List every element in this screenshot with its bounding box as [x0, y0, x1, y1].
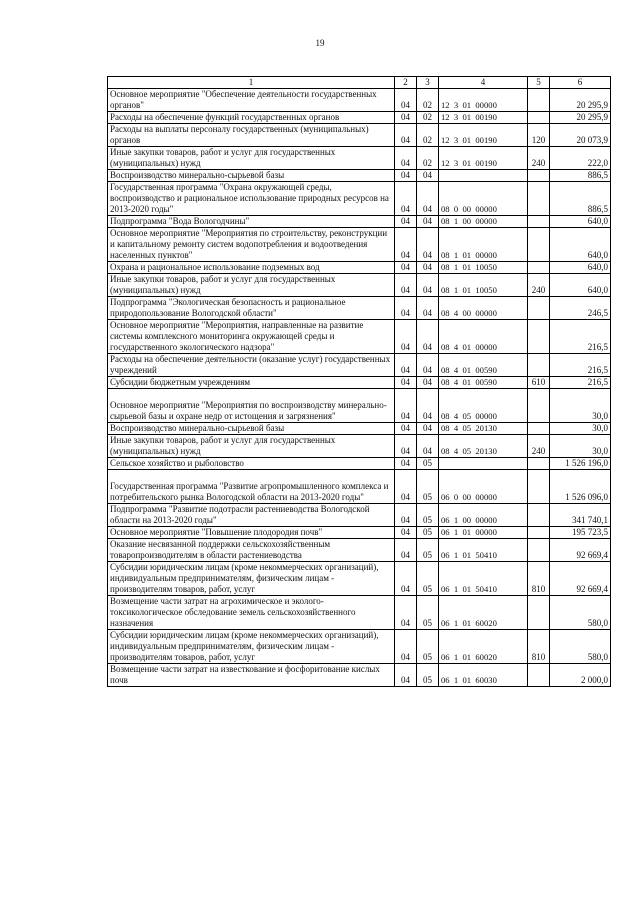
amount-cell: 580,0: [550, 630, 611, 664]
subsection-code-cell: 04: [417, 423, 439, 435]
section-code-cell: 04: [395, 112, 417, 124]
subsection-code-cell: 04: [417, 354, 439, 377]
expense-type-cell: [528, 423, 550, 435]
expense-type-cell: 610: [528, 377, 550, 389]
row-name-cell: Иные закупки товаров, работ и услуг для государственных (муниципальных) нужд: [108, 274, 395, 297]
table-row: [108, 274, 611, 297]
target-article-cell: 06 0 00 00000: [439, 470, 528, 504]
column-header: 3: [417, 77, 439, 89]
table-row: [108, 262, 611, 274]
subsection-code-cell: 04: [417, 228, 439, 262]
amount-cell: 30,0: [550, 423, 611, 435]
subsection-code-cell: 04: [417, 377, 439, 389]
amount-cell: 216,5: [550, 377, 611, 389]
amount-cell: 1 526 096,0: [550, 470, 611, 504]
target-article-cell: 08 4 00 00000: [439, 297, 528, 320]
table-row: [108, 170, 611, 182]
amount-cell: 341 740,1: [550, 504, 611, 527]
section-code-cell: 04: [395, 527, 417, 539]
subsection-code-cell: 05: [417, 527, 439, 539]
subsection-code-cell: 05: [417, 562, 439, 596]
expense-type-cell: [528, 182, 550, 216]
expense-type-cell: [528, 216, 550, 228]
table-row: [108, 527, 611, 539]
table-row: [108, 354, 611, 377]
expense-type-cell: [528, 112, 550, 124]
target-article-cell: 06 1 01 00000: [439, 527, 528, 539]
table-row: [108, 539, 611, 562]
subsection-code-cell: 04: [417, 297, 439, 320]
expense-type-cell: [528, 458, 550, 470]
row-name-cell: Субсидии юридическим лицам (кроме некоммерческих организаций), индивидуальным предпринимателям, физическим лицам - производителям товаров, работ, услуг: [108, 630, 395, 664]
section-code-cell: 04: [395, 539, 417, 562]
expense-type-cell: [528, 297, 550, 320]
table-row: [108, 470, 611, 504]
expense-type-cell: [528, 664, 550, 687]
amount-cell: 1 526 196,0: [550, 458, 611, 470]
table-row: [108, 124, 611, 147]
table-row: [108, 320, 611, 354]
section-code-cell: 04: [395, 182, 417, 216]
section-code-cell: 04: [395, 170, 417, 182]
target-article-cell: [439, 458, 528, 470]
amount-cell: 246,5: [550, 297, 611, 320]
table-row: [108, 216, 611, 228]
section-code-cell: 04: [395, 377, 417, 389]
target-article-cell: 08 4 05 20130: [439, 423, 528, 435]
expense-type-cell: [528, 262, 550, 274]
amount-cell: 30,0: [550, 435, 611, 458]
budget-table: [107, 76, 611, 687]
expense-type-cell: [528, 170, 550, 182]
section-code-cell: 04: [395, 389, 417, 423]
section-code-cell: 04: [395, 630, 417, 664]
section-code-cell: 04: [395, 423, 417, 435]
section-code-cell: 04: [395, 320, 417, 354]
subsection-code-cell: 04: [417, 389, 439, 423]
section-code-cell: 04: [395, 596, 417, 630]
subsection-code-cell: 04: [417, 435, 439, 458]
row-name-cell: Государственная программа "Охрана окружающей среды, воспроизводство и рациональное использование природных ресурсов на 2013-2020 годы": [108, 182, 395, 216]
row-name-cell: Основное мероприятие "Повышение плодородия почв": [108, 527, 395, 539]
section-code-cell: 04: [395, 228, 417, 262]
subsection-code-cell: 02: [417, 124, 439, 147]
row-name-cell: Расходы на обеспечение деятельности (оказание услуг) государственных учреждений: [108, 354, 395, 377]
section-code-cell: 04: [395, 435, 417, 458]
row-name-cell: Основное мероприятие "Обеспечение деятельности государственных органов": [108, 89, 395, 112]
amount-cell: 222,0: [550, 147, 611, 170]
row-name-cell: Основное мероприятие "Мероприятия, направленные на развитие системы комплексного мониторинга окружающей среды и государственного экологического надзора": [108, 320, 395, 354]
expense-type-cell: [528, 470, 550, 504]
amount-cell: 640,0: [550, 262, 611, 274]
amount-cell: 30,0: [550, 389, 611, 423]
target-article-cell: 12 3 01 00000: [439, 89, 528, 112]
target-article-cell: 12 3 01 00190: [439, 112, 528, 124]
subsection-code-cell: 04: [417, 170, 439, 182]
subsection-code-cell: 05: [417, 539, 439, 562]
row-name-cell: Расходы на обеспечение функций государственных органов: [108, 112, 395, 124]
expense-type-cell: [528, 596, 550, 630]
expense-type-cell: 810: [528, 562, 550, 596]
section-code-cell: 04: [395, 297, 417, 320]
subsection-code-cell: 04: [417, 262, 439, 274]
table-row: [108, 435, 611, 458]
section-code-cell: 04: [395, 504, 417, 527]
target-article-cell: 08 1 00 00000: [439, 216, 528, 228]
amount-cell: 640,0: [550, 274, 611, 297]
section-code-cell: 04: [395, 262, 417, 274]
row-name-cell: Подпрограмма "Развитие подотрасли растениеводства Вологодской области на 2013-2020 годы": [108, 504, 395, 527]
row-name-cell: Расходы на выплаты персоналу государственных (муниципальных) органов: [108, 124, 395, 147]
column-header: 4: [439, 77, 528, 89]
table-row: [108, 504, 611, 527]
amount-cell: 580,0: [550, 596, 611, 630]
expense-type-cell: [528, 320, 550, 354]
row-name-cell: Оказание несвязанной поддержки сельскохозяйственным товаропроизводителям в области растениеводства: [108, 539, 395, 562]
section-code-cell: 04: [395, 89, 417, 112]
target-article-cell: 08 4 05 20130: [439, 435, 528, 458]
subsection-code-cell: 02: [417, 112, 439, 124]
target-article-cell: 08 1 01 10050: [439, 274, 528, 297]
table-row: [108, 228, 611, 262]
row-name-cell: Государственная программа "Развитие агропромышленного комплекса и потребительского рынка Вологодской области на 2013-2020 годы": [108, 470, 395, 504]
row-name-cell: Подпрограмма "Экологическая безопасность и рациональное природопользование Вологодской области": [108, 297, 395, 320]
section-code-cell: 04: [395, 470, 417, 504]
table-row: [108, 377, 611, 389]
amount-cell: 640,0: [550, 228, 611, 262]
amount-cell: 20 295,9: [550, 89, 611, 112]
target-article-cell: 12 3 01 00190: [439, 124, 528, 147]
expense-type-cell: [528, 527, 550, 539]
amount-cell: 886,5: [550, 170, 611, 182]
expense-type-cell: 120: [528, 124, 550, 147]
amount-cell: 216,5: [550, 354, 611, 377]
subsection-code-cell: 05: [417, 664, 439, 687]
subsection-code-cell: 05: [417, 630, 439, 664]
table-row: [108, 458, 611, 470]
target-article-cell: 08 4 05 00000: [439, 389, 528, 423]
page-number: 19: [315, 38, 325, 48]
column-number-row: [108, 77, 611, 89]
amount-cell: 886,5: [550, 182, 611, 216]
target-article-cell: 08 4 01 00590: [439, 377, 528, 389]
target-article-cell: 06 1 01 60020: [439, 596, 528, 630]
target-article-cell: 08 0 00 00000: [439, 182, 528, 216]
expense-type-cell: [528, 354, 550, 377]
row-name-cell: Сельское хозяйство и рыболовство: [108, 458, 395, 470]
subsection-code-cell: 04: [417, 216, 439, 228]
row-name-cell: Иные закупки товаров, работ и услуг для государственных (муниципальных) нужд: [108, 435, 395, 458]
expense-type-cell: 240: [528, 274, 550, 297]
section-code-cell: 04: [395, 664, 417, 687]
subsection-code-cell: 05: [417, 504, 439, 527]
column-header: 2: [395, 77, 417, 89]
expense-type-cell: [528, 504, 550, 527]
table-row: [108, 630, 611, 664]
subsection-code-cell: 05: [417, 470, 439, 504]
target-article-cell: 08 4 01 00590: [439, 354, 528, 377]
table-row: [108, 147, 611, 170]
target-article-cell: 06 1 01 50410: [439, 539, 528, 562]
column-header: 1: [108, 77, 395, 89]
amount-cell: 2 000,0: [550, 664, 611, 687]
row-name-cell: Подпрограмма "Вода Вологодчины": [108, 216, 395, 228]
amount-cell: 92 669,4: [550, 539, 611, 562]
target-article-cell: 08 4 01 00000: [439, 320, 528, 354]
row-name-cell: Возмещение части затрат на агрохимическое и эколого-токсикологическое обследование земель сельскохозяйственного назначения: [108, 596, 395, 630]
table-row: [108, 596, 611, 630]
amount-cell: 195 723,5: [550, 527, 611, 539]
amount-cell: 20 073,9: [550, 124, 611, 147]
section-code-cell: 04: [395, 216, 417, 228]
target-article-cell: 08 1 01 00000: [439, 228, 528, 262]
section-code-cell: 04: [395, 124, 417, 147]
amount-cell: 640,0: [550, 216, 611, 228]
table-row: [108, 423, 611, 435]
table-row: [108, 297, 611, 320]
target-article-cell: [439, 170, 528, 182]
target-article-cell: 08 1 01 10050: [439, 262, 528, 274]
row-name-cell: Субсидии бюджетным учреждениям: [108, 377, 395, 389]
expense-type-cell: 810: [528, 630, 550, 664]
row-name-cell: Основное мероприятие "Мероприятия по строительству, реконструкции и капитальному ремонту систем водопотребления и водоотведения населенных пунктов": [108, 228, 395, 262]
column-header: 5: [528, 77, 550, 89]
subsection-code-cell: 05: [417, 458, 439, 470]
target-article-cell: 06 1 00 00000: [439, 504, 528, 527]
target-article-cell: 06 1 01 50410: [439, 562, 528, 596]
expense-type-cell: 240: [528, 435, 550, 458]
section-code-cell: 04: [395, 562, 417, 596]
row-name-cell: Иные закупки товаров, работ и услуг для государственных (муниципальных) нужд: [108, 147, 395, 170]
subsection-code-cell: 04: [417, 182, 439, 216]
row-name-cell: Воспроизводство минерально-сырьевой базы: [108, 423, 395, 435]
expense-type-cell: 240: [528, 147, 550, 170]
table-row: [108, 112, 611, 124]
amount-cell: 92 669,4: [550, 562, 611, 596]
expense-type-cell: [528, 539, 550, 562]
row-name-cell: Охрана и рациональное использование подземных вод: [108, 262, 395, 274]
amount-cell: 216,5: [550, 320, 611, 354]
expense-type-cell: [528, 228, 550, 262]
target-article-cell: 12 3 01 00190: [439, 147, 528, 170]
subsection-code-cell: 02: [417, 147, 439, 170]
amount-cell: 20 295,9: [550, 112, 611, 124]
section-code-cell: 04: [395, 354, 417, 377]
expense-type-cell: [528, 389, 550, 423]
section-code-cell: 04: [395, 274, 417, 297]
subsection-code-cell: 04: [417, 274, 439, 297]
row-name-cell: Воспроизводство минерально-сырьевой базы: [108, 170, 395, 182]
table-row: [108, 89, 611, 112]
subsection-code-cell: 05: [417, 596, 439, 630]
table-row: [108, 389, 611, 423]
section-code-cell: 04: [395, 458, 417, 470]
section-code-cell: 04: [395, 147, 417, 170]
table-row: [108, 182, 611, 216]
subsection-code-cell: 04: [417, 320, 439, 354]
table-row: [108, 562, 611, 596]
table-row: [108, 664, 611, 687]
target-article-cell: 06 1 01 60030: [439, 664, 528, 687]
target-article-cell: 06 1 01 60020: [439, 630, 528, 664]
row-name-cell: Возмещение части затрат на известкование и фосфоритование кислых почв: [108, 664, 395, 687]
column-header: 6: [550, 77, 611, 89]
expense-type-cell: [528, 89, 550, 112]
subsection-code-cell: 02: [417, 89, 439, 112]
row-name-cell: Основное мероприятие "Мероприятия по воспроизводству минерально-сырьевой базы и охране недр от истощения и загрязнения": [108, 389, 395, 423]
row-name-cell: Субсидии юридическим лицам (кроме некоммерческих организаций), индивидуальным предпринимателям, физическим лицам - производителям товаров, работ, услуг: [108, 562, 395, 596]
